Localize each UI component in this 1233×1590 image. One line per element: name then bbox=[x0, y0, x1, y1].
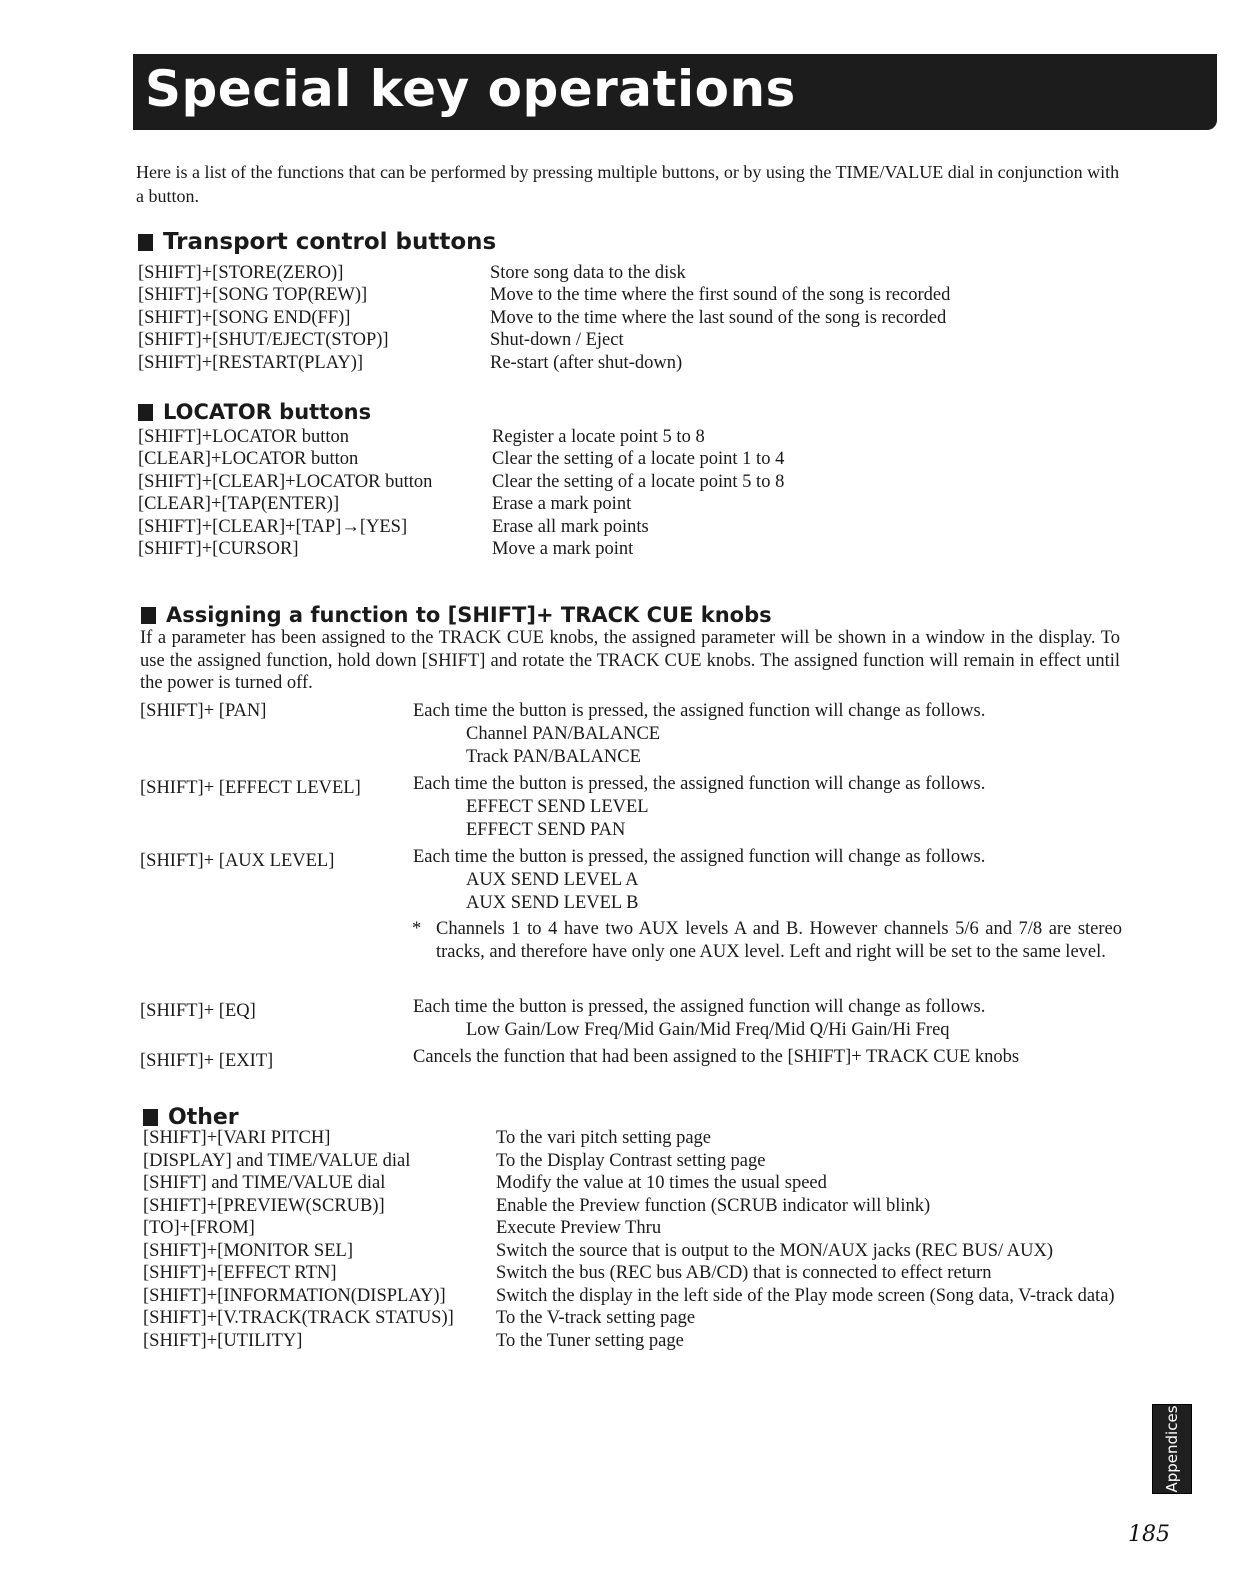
assign-description: If a parameter has been assigned to the TRACK CUE knobs, the assigned parameter will be shown in a window in the display. To use the assigned function, hold down [SHIFT] and rotate the TRACK CUE knobs. The assigned function will remain in effect until the power is turned off. bbox=[140, 628, 1120, 694]
aux-note: * Channels 1 to 4 have two AUX levels A and B. However channels 5/6 and 7/8 are stereo tracks, and therefore have only one AUX level. Left and right will be set to the same level. bbox=[412, 919, 1122, 963]
section-heading-locator: LOCATOR buttons bbox=[138, 400, 371, 424]
list-item: [SHIFT]+LOCATOR button Register a locate point 5 to 8 bbox=[138, 427, 705, 447]
locator-list bbox=[138, 426, 1098, 560]
list-item: [SHIFT]+[V.TRACK(TRACK STATUS)] To the V-track setting page bbox=[143, 1308, 696, 1328]
section-heading-assign: Assigning a function to [SHIFT]+ TRACK CUE knobs bbox=[141, 603, 772, 627]
list-item: [CLEAR]+[TAP(ENTER)] Erase a mark point bbox=[138, 494, 632, 515]
list-item: [SHIFT]+[VARI PITCH] To the vari pitch setting page bbox=[143, 1128, 711, 1148]
square-bullet-icon bbox=[138, 404, 153, 421]
list-item: [DISPLAY] and TIME/VALUE dial To the Display Contrast setting page bbox=[143, 1150, 766, 1171]
list-item: [SHIFT]+[SONG TOP(REW)] Move to the time where the first sound of the song is recorded bbox=[138, 285, 951, 306]
list-item: [SHIFT]+[SONG END(FF)] Move to the time where the last sound of the song is recorded bbox=[138, 307, 947, 328]
list-item: [SHIFT]+[INFORMATION(DISPLAY)] Switch the display in the left side of the Play mode screen (Song data, V-track data) bbox=[143, 1285, 1115, 1306]
section-heading-transport: Transport control buttons bbox=[138, 229, 496, 255]
list-item: [SHIFT]+[EFFECT RTN] Switch the bus (REC bus AB/CD) that is connected to effect return bbox=[143, 1263, 992, 1283]
other-list bbox=[143, 1127, 1128, 1352]
section-heading-other: Other bbox=[143, 1105, 239, 1130]
list-item: [SHIFT]+[STORE(ZERO)] Store song data to the disk bbox=[138, 263, 686, 283]
list-item: [SHIFT]+[CLEAR]+LOCATOR button Clear the setting of a locate point 5 to 8 bbox=[138, 471, 785, 492]
list-item: [SHIFT]+[RESTART(PLAY)] Re-start (after shut-down) bbox=[138, 352, 683, 373]
list-item: [CLEAR]+LOCATOR button Clear the setting of a locate point 1 to 4 bbox=[138, 449, 785, 470]
intro-text: Here is a list of the functions that can be performed by pressing multiple buttons, or by using the TIME/VALUE dial in conjunction with a button. bbox=[136, 162, 1120, 206]
square-bullet-icon bbox=[138, 234, 153, 251]
list-item: [SHIFT]+[CLEAR]+[TAP]→[YES] Erase all mark points bbox=[138, 516, 649, 537]
page-title: Special key operations bbox=[145, 60, 796, 118]
list-item: [SHIFT]+[CURSOR] Move a mark point bbox=[138, 538, 634, 559]
appendices-tab: Appendices bbox=[1152, 1404, 1192, 1494]
list-item: [SHIFT]+[MONITOR SEL] Switch the source that is output to the MON/AUX jacks (REC BUS/ AUX) bbox=[143, 1240, 1054, 1261]
list-item: [TO]+[FROM] Execute Preview Thru bbox=[143, 1218, 662, 1238]
list-item: [SHIFT]+[PREVIEW(SCRUB)] Enable the Preview function (SCRUB indicator will blink) bbox=[143, 1195, 931, 1216]
list-item: [SHIFT]+[SHUT/EJECT(STOP)] Shut-down / Eject bbox=[138, 330, 624, 351]
list-item: [SHIFT]+[UTILITY] To the Tuner setting page bbox=[143, 1330, 684, 1351]
title-banner bbox=[133, 54, 1217, 130]
transport-list bbox=[138, 262, 1098, 374]
square-bullet-icon bbox=[143, 1109, 158, 1126]
square-bullet-icon bbox=[141, 607, 156, 624]
page-number: 185 bbox=[1128, 1522, 1170, 1547]
list-item: [SHIFT] and TIME/VALUE dial Modify the value at 10 times the usual speed bbox=[143, 1173, 827, 1193]
